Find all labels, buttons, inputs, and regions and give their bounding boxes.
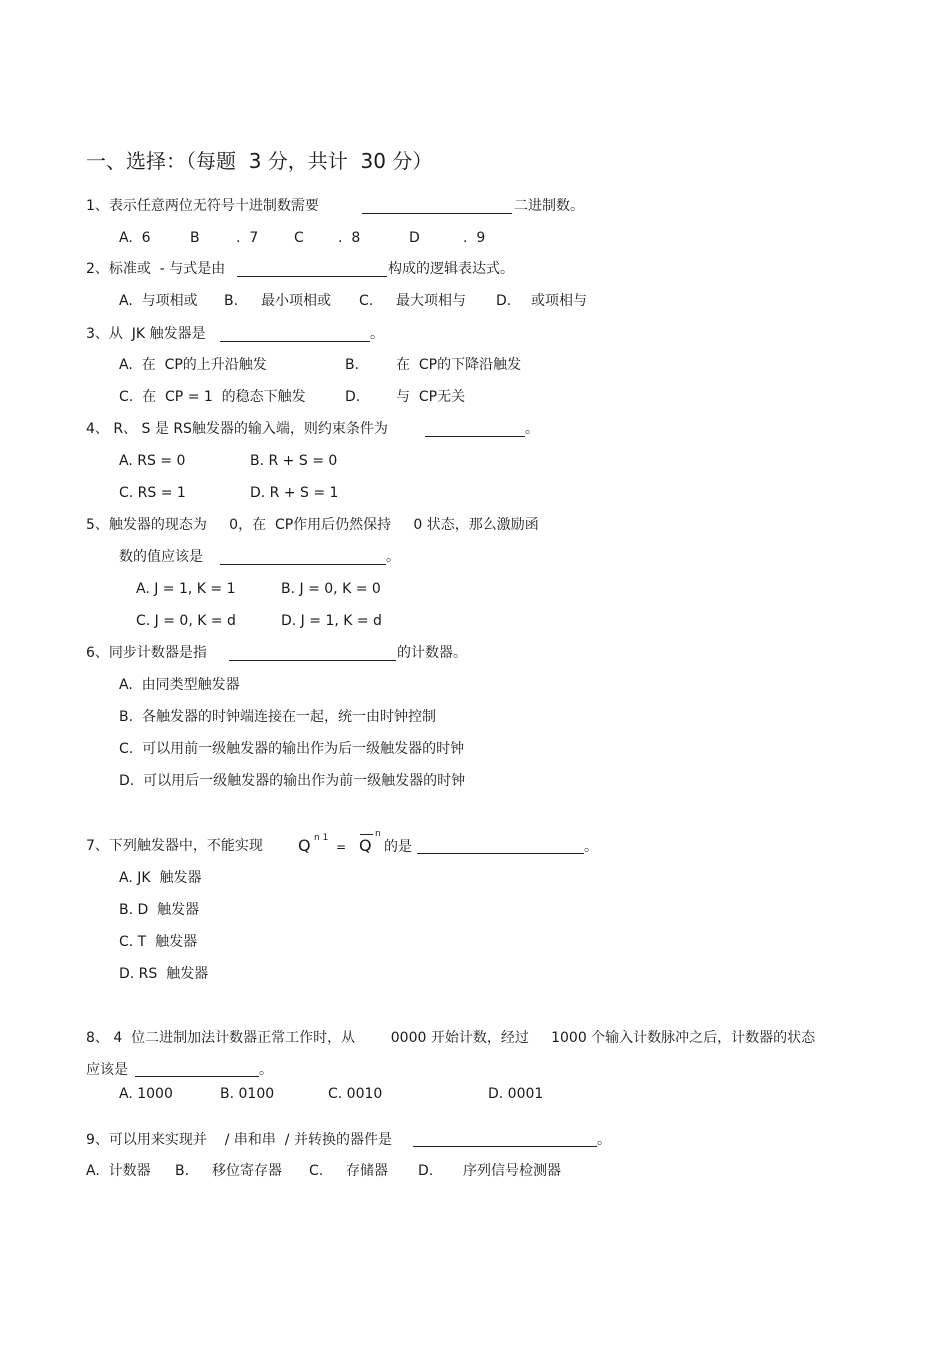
- question-7-stem: 7、下列触发器中，不能实现: [86, 838, 263, 854]
- question-6-option: D. 可以用后一级触发器的输出作为前一级触发器的时钟: [119, 773, 466, 789]
- question-3-after: 。: [370, 326, 384, 342]
- question-5-option: D. J = 1, K = d: [281, 613, 382, 629]
- question-9-option: 存储器: [346, 1163, 388, 1179]
- question-8-option: D. 0001: [488, 1086, 544, 1102]
- question-4-blank: [425, 436, 525, 437]
- question-2-option: D.: [496, 293, 512, 309]
- question-1-after: 二进制数。: [514, 198, 584, 214]
- question-4-stem: 4、 R、 S 是 RS触发器的输入端，则约束条件为: [86, 421, 388, 437]
- question-9-option: C.: [309, 1163, 324, 1179]
- question-9-after: 。: [597, 1132, 611, 1148]
- question-4-option: A. RS = 0: [119, 453, 186, 469]
- formula-q: Q: [298, 836, 311, 855]
- formula-q-superscript: n 1: [314, 833, 329, 843]
- question-2-after: 构成的逻辑表达式。: [388, 261, 514, 277]
- question-5-option: C. J = 0, K = d: [136, 613, 236, 629]
- question-3-stem: 3、从 JK 触发器是: [86, 326, 206, 342]
- question-2-option: B.: [224, 293, 239, 309]
- question-7-after-pre: 的是: [384, 839, 412, 855]
- question-5-blank: [220, 564, 386, 565]
- question-9-option: B.: [175, 1163, 190, 1179]
- formula-equals: =: [336, 840, 347, 854]
- question-1-option: . 9: [463, 230, 486, 246]
- question-9-blank: [413, 1146, 597, 1147]
- question-9-stem: 9、可以用来实现并 / 串和串 / 并转换的器件是: [86, 1132, 392, 1148]
- question-9-option: 序列信号检测器: [463, 1163, 561, 1179]
- question-4-option: C. RS = 1: [119, 485, 186, 501]
- question-8-option: A. 1000: [119, 1086, 173, 1102]
- question-3-option: D.: [345, 389, 361, 405]
- question-3-option: 与 CP无关: [396, 389, 466, 405]
- question-4-option: D. R + S = 1: [250, 485, 339, 501]
- formula-q-bar: Q: [359, 836, 372, 855]
- question-6-option: B. 各触发器的时钟端连接在一起，统一由时钟控制: [119, 709, 436, 725]
- question-3-blank: [220, 341, 370, 342]
- question-5-option: A. J = 1, K = 1: [136, 581, 236, 597]
- question-8-option: C. 0010: [328, 1086, 383, 1102]
- formula-q-bar-superscript: n: [375, 829, 381, 839]
- formula-overbar: [360, 834, 373, 835]
- question-9-option: 移位寄存器: [212, 1163, 282, 1179]
- question-8-option: B. 0100: [220, 1086, 275, 1102]
- question-2-option: 或项相与: [531, 293, 587, 309]
- question-1-option: A. 6: [119, 230, 151, 246]
- question-2-option: 最小项相或: [261, 293, 331, 309]
- question-8-blank: [135, 1076, 259, 1077]
- question-8-stem-continued: 应该是: [86, 1062, 128, 1078]
- question-3-option: B.: [345, 357, 360, 373]
- question-1-option: C: [294, 230, 304, 246]
- question-9-option: A. 计数器: [86, 1163, 151, 1179]
- question-6-option: A. 由同类型触发器: [119, 677, 240, 693]
- question-5-stem: 5、触发器的现态为 0，在 CP作用后仍然保持 0 状态，那么激励函: [86, 517, 539, 533]
- question-1-blank: [362, 213, 512, 214]
- question-1-stem: 1、表示任意两位无符号十进制数需要: [86, 198, 319, 214]
- section-title: 一、选择：（每题 3 分，共计 30 分）: [86, 149, 433, 173]
- question-7-after: 。: [584, 839, 598, 855]
- question-4-option: B. R + S = 0: [250, 453, 338, 469]
- question-6-after: 的计数器。: [397, 645, 467, 661]
- question-2-option: 最大项相与: [396, 293, 466, 309]
- question-1-option: . 7: [236, 230, 259, 246]
- question-3-option: C. 在 CP = 1 的稳态下触发: [119, 389, 306, 405]
- question-2-option: A. 与项相或: [119, 293, 198, 309]
- question-7-option: B. D 触发器: [119, 902, 200, 918]
- question-5-stem-continued: 数的值应该是: [119, 549, 203, 565]
- question-7-option: D. RS 触发器: [119, 966, 209, 982]
- question-2-stem: 2、标准或 - 与式是由: [86, 261, 226, 277]
- question-3-option: 在 CP的下降沿触发: [396, 357, 522, 373]
- question-8-after: 。: [259, 1062, 273, 1078]
- question-7-blank: [417, 853, 584, 854]
- question-6-blank: [229, 660, 396, 661]
- question-5-after: 。: [386, 549, 400, 565]
- question-2-option: C.: [359, 293, 374, 309]
- question-4-after: 。: [525, 421, 539, 437]
- question-5-option: B. J = 0, K = 0: [281, 581, 381, 597]
- question-9-option: D.: [418, 1163, 434, 1179]
- question-7-option: C. T 触发器: [119, 934, 198, 950]
- question-1-option: B: [190, 230, 200, 246]
- question-6-stem: 6、同步计数器是指: [86, 645, 207, 661]
- question-7-option: A. JK 触发器: [119, 870, 202, 886]
- question-2-blank: [237, 276, 387, 277]
- question-1-option: . 8: [338, 230, 361, 246]
- question-1-option: D: [409, 230, 420, 246]
- question-6-option: C. 可以用前一级触发器的输出作为后一级触发器的时钟: [119, 741, 465, 757]
- question-3-option: A. 在 CP的上升沿触发: [119, 357, 267, 373]
- question-8-stem: 8、 4 位二进制加法计数器正常工作时，从 0000 开始计数，经过 1000 个输入计数脉冲之后，计数器的状态: [86, 1030, 816, 1046]
